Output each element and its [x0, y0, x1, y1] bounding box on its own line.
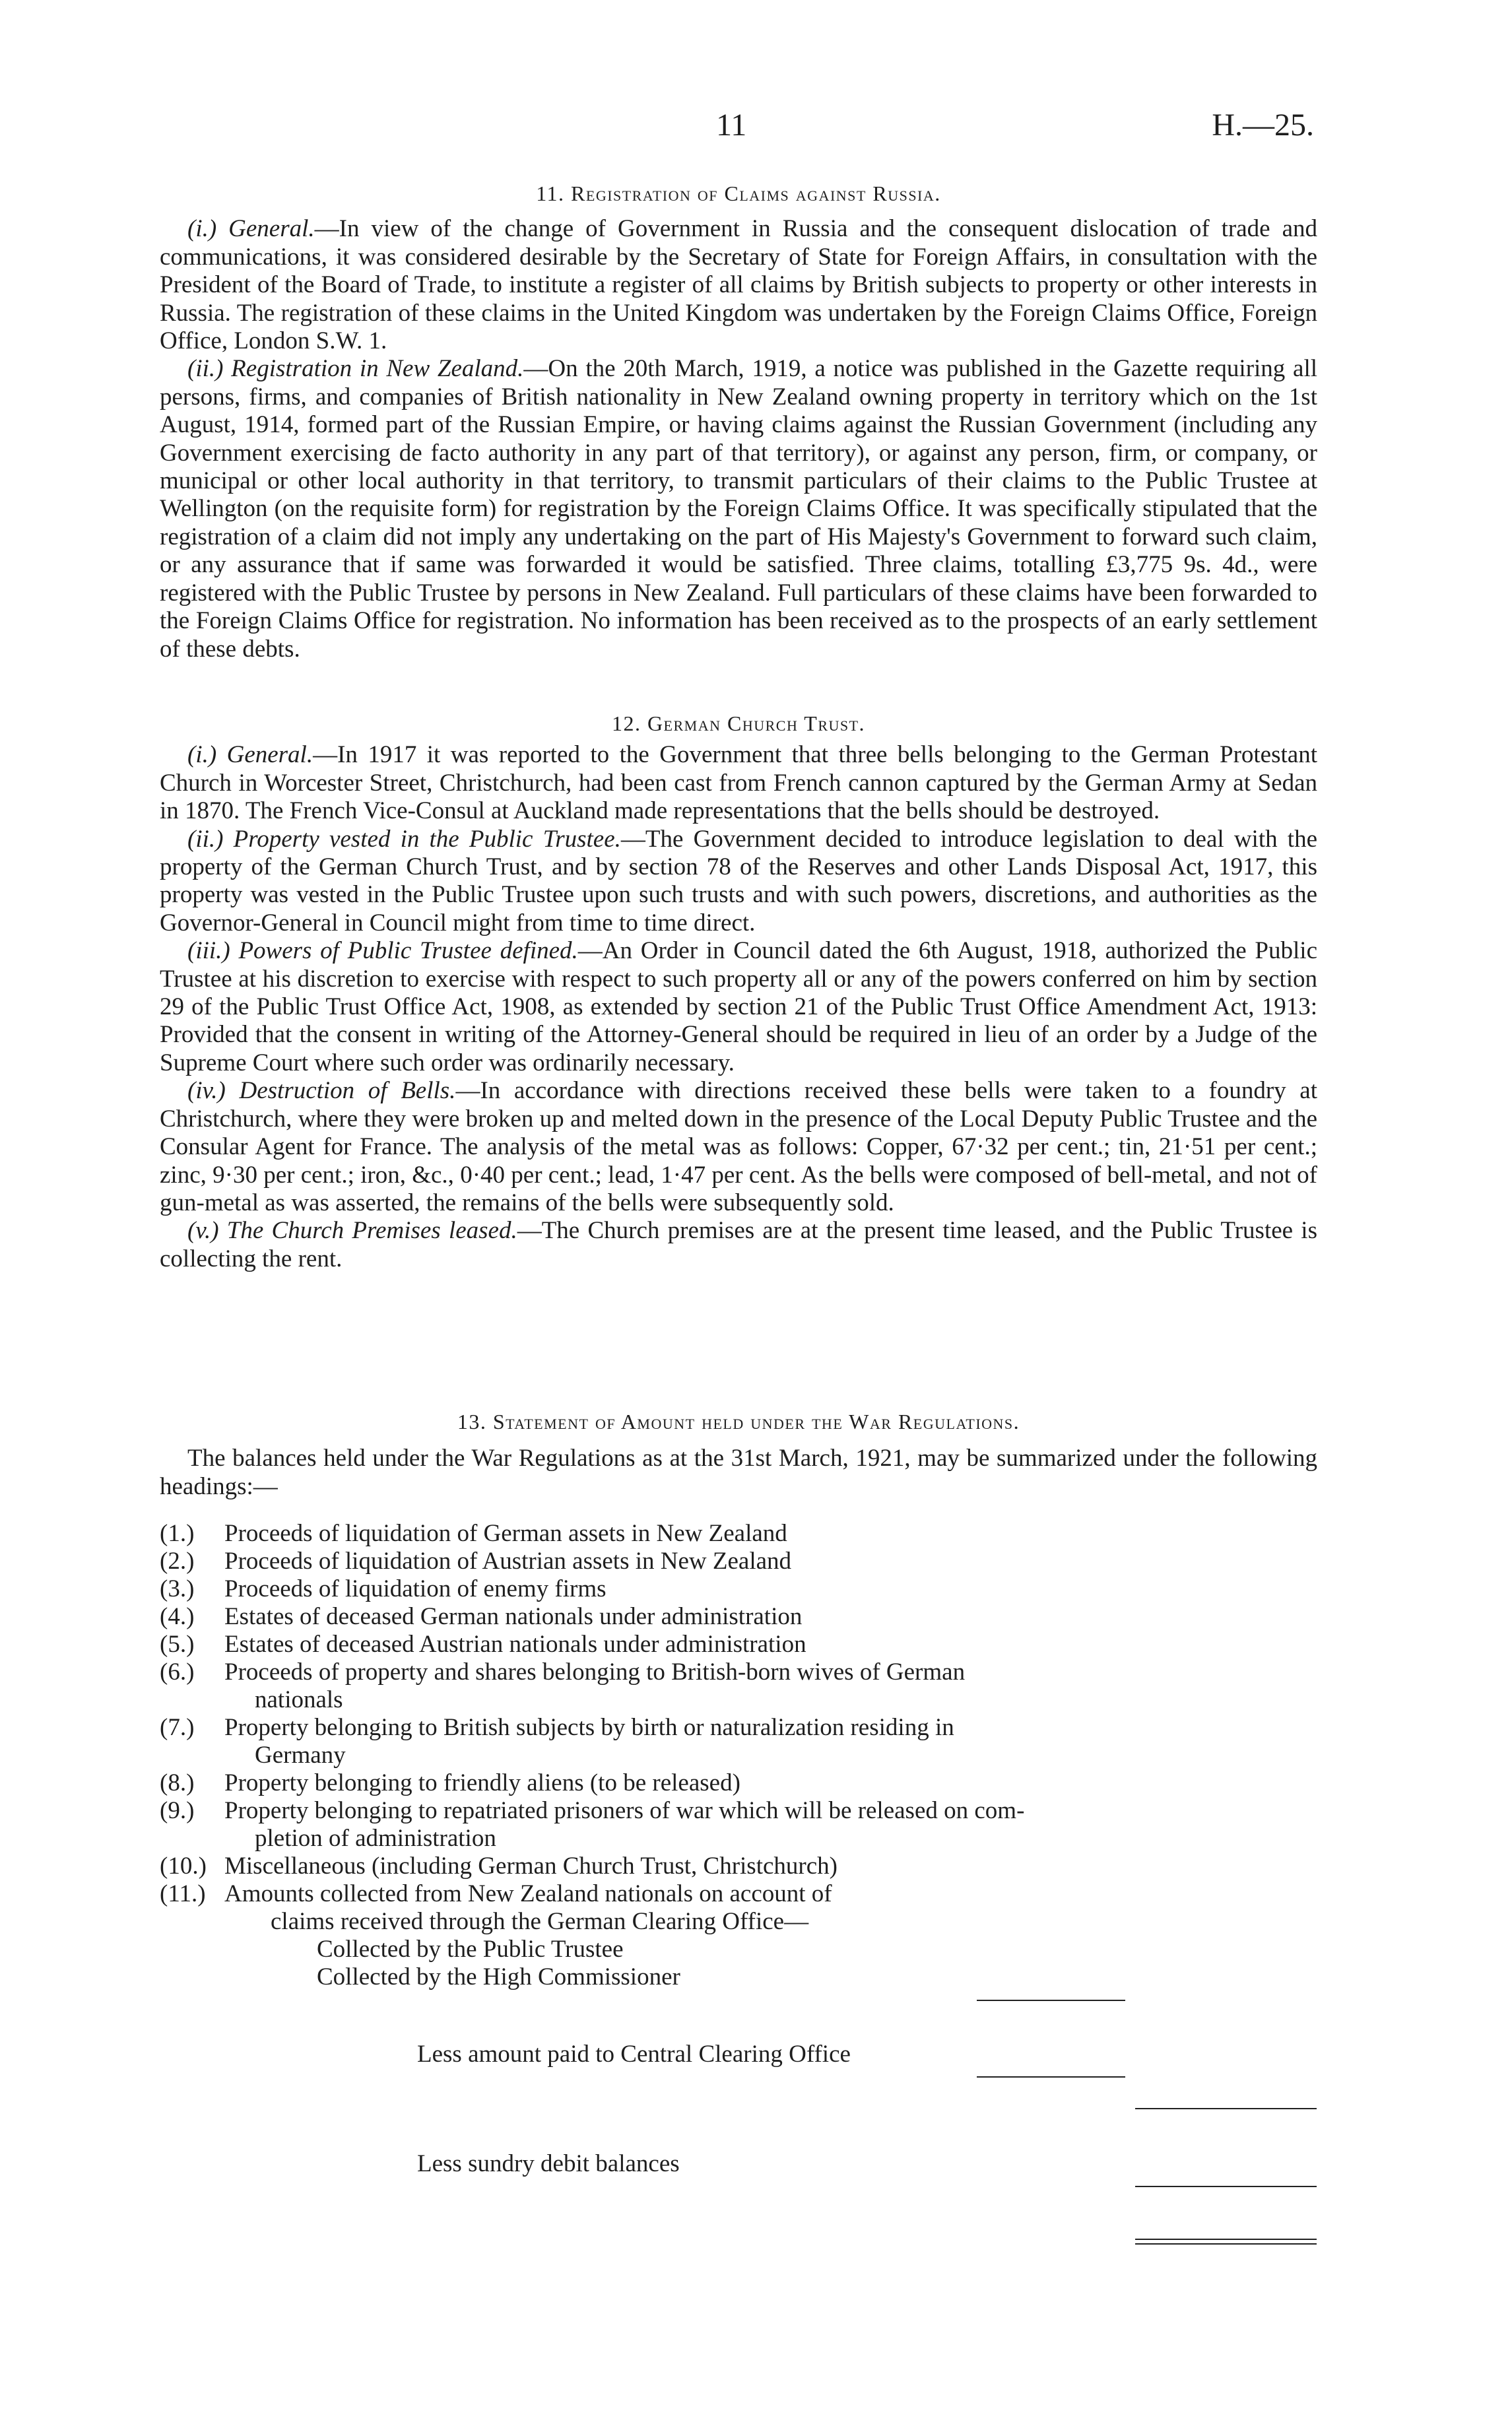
item-description-continued: claims received through the German Clearing Office— — [271, 1908, 809, 1935]
item-description: Property belonging to British subjects by birth or naturalization residing in — [224, 1714, 954, 1741]
item-number: (5.) — [160, 1631, 195, 1658]
item-description: Property belonging to friendly aliens (to be released) — [224, 1769, 740, 1796]
item-number: (1.) — [160, 1520, 195, 1547]
paragraph-text: —On the 20th March, 1919, a notice was published in the Gazette requiring all persons, firms, and companies of British nationality in New Zealand owning property in territory which on the 1st August, 1914, formed part of the Russian Empire, or having claims against the Russian Government (including any Government exercising de facto authority in any part of that territory), or against any person, firm, or company, or municipal or other local authority in that territory, to transmit particulars of their claims to the Public Trustee at Wellington (on the requisite form) for registration by the Foreign Claims Office. It was specifically stipulated that the registration of a claim did not imply any undertaking on the part of His Majesty's Government to forward such claim, or any assurance that if same was forwarded it would be satisfied. Three claims, totalling £3,775 9s. 4d., were registered with the Public Trustee by persons in New Zealand. Full particulars of these claims have been forwarded to the Foreign Claims Office for registration. No information has been received as to the prospects of an early settlement of these debts. — [160, 355, 1318, 663]
paragraph — [160, 1445, 1317, 1501]
item-number: (4.) — [160, 1603, 195, 1630]
item-number: (8.) — [160, 1769, 195, 1796]
paragraph-text: The balances held under the War Regulations as at the 31st March, 1921, may be summarized under the following headings:— — [160, 1445, 1317, 1500]
paragraph-text: —In view of the change of Government in Russia and the consequent dislocation of trade and communications, it was considered desirable by the Secretary of State for Foreign Affairs, in consultation with the President of the Board of Trade, to institute a register of all claims by British subjects to property or other interests in Russia. The registration of these claims in the United Kingdom was undertaken by the Foreign Claims Office, Foreign Office, London S.W. 1. — [160, 215, 1317, 355]
item-number: (3.) — [160, 1575, 195, 1602]
item-number: (9.) — [160, 1797, 195, 1824]
sum-rule — [977, 2000, 1125, 2001]
paragraph-text: —In 1917 it was reported to the Government that three bells belonging to the German Protestant Church in Worcester Street, Christchurch, had been cast from French cannon captured by the German Army at Sedan in 1870. The French Vice-Consul at Auckland made representations that the bells should be destroyed. — [160, 741, 1317, 825]
paragraph-text: —The Church premises are at the present time leased, and the Public Trustee is collecting the rent. — [160, 1217, 1317, 1272]
paragraph-label: (ii.) Registration in New Zealand. — [187, 355, 524, 383]
paragraph — [160, 826, 1317, 938]
item-description-continued: pletion of administration — [255, 1825, 496, 1852]
item-description: Proceeds of liquidation of German assets in New Zealand — [224, 1520, 787, 1547]
sub-description: Collected by the High Commissioner — [317, 1963, 680, 1990]
item-number: (10.) — [160, 1853, 207, 1880]
paragraph-label: (iii.) Powers of Public Trustee defined. — [187, 937, 578, 965]
item-description: Proceeds of property and shares belonging to British-born wives of German — [224, 1659, 966, 1686]
section-title: 13. Statement of Amount held under the War Regulations. — [457, 1410, 1020, 1433]
sum-rule — [1135, 2108, 1317, 2109]
paragraph — [160, 937, 1317, 1077]
document-reference: H.—25. — [1212, 108, 1314, 143]
double-rule-bottom — [1135, 2243, 1317, 2245]
paragraph — [160, 355, 1317, 663]
paragraph — [160, 1217, 1317, 1273]
item-description-continued: Germany — [255, 1742, 346, 1769]
sum-rule — [977, 2076, 1125, 2078]
item-description: Proceeds of liquidation of enemy firms — [224, 1575, 607, 1602]
sub-description: Collected by the Public Trustee — [317, 1936, 624, 1963]
sum-rule — [1135, 2186, 1317, 2187]
section-11 — [160, 180, 1317, 663]
item-description: Amounts collected from New Zealand nationals on account of — [224, 1880, 832, 1907]
item-number: (7.) — [160, 1714, 195, 1741]
paragraph — [160, 215, 1317, 355]
item-number: (2.) — [160, 1548, 195, 1575]
paragraph-text: —The Government decided to introduce legislation to deal with the property of the German Church Trust, and by section 78 of the Reserves and other Lands Disposal Act, 1917, this property was vested in the Public Trustee upon such trusts and with such powers, discretions, and authorities as the Governor-General in Council might from time to time direct. — [160, 825, 1317, 937]
item-description: Miscellaneous (including German Church Trust, Christchurch) — [224, 1853, 838, 1880]
item-number: (6.) — [160, 1659, 195, 1686]
item-description: Proceeds of liquidation of Austrian assets in New Zealand — [224, 1548, 792, 1575]
paragraph-label: (i.) General. — [187, 215, 315, 243]
section-title: 11. Registration of Claims against Russia. — [536, 181, 941, 205]
page-number: 11 — [716, 108, 747, 143]
paragraph-text: —An Order in Council dated the 6th August, 1918, authorized the Public Trustee at his discretion to exercise with respect to such property all or any of the powers conferred on him by section 29 of the Public Trust Office Act, 1908, as extended by section 21 of the Public Trust Office Amendment Act, 1913: Provided that the consent in writing of the Attorney-General should be required in lieu of an order by a Judge of the Supreme Court where such order was ordinarily necessary. — [160, 937, 1317, 1076]
paragraph-label: (v.) The Church Premises leased. — [187, 1217, 517, 1245]
paragraph-label: (ii.) Property vested in the Public Trustee. — [187, 825, 621, 853]
double-rule-top — [1135, 2239, 1317, 2240]
section-title: 12. German Church Trust. — [611, 711, 866, 735]
section-12 — [160, 709, 1317, 1273]
item-description: Estates of deceased Austrian nationals under administration — [224, 1631, 806, 1658]
item-description: Estates of deceased German nationals under administration — [224, 1603, 803, 1630]
less-label: Less amount paid to Central Clearing Office — [417, 2041, 851, 2068]
paragraph-label: (i.) General. — [187, 741, 313, 769]
paragraph — [160, 1077, 1317, 1217]
paragraph-text: —In accordance with directions received these bells were taken to a foundry at Christchurch, where they were broken up and melted down in the presence of the Local Deputy Public Trustee and the Consular Agent for France. The analysis of the metal was as follows: Copper, 67·32 per cent.; tin, 21·51 per cent.; zinc, 9·30 per cent.; iron, &c., 0·40 per cent.; lead, 1·47 per cent. As the bells were composed of bell-metal, and not of gun-metal as was asserted, the remains of the bells were subsequently sold. — [160, 1077, 1318, 1216]
debit-label: Less sundry debit balances — [417, 2150, 680, 2177]
section-13 — [160, 1408, 1317, 1501]
paragraph-label: (iv.) Destruction of Bells. — [187, 1077, 456, 1105]
paragraph — [160, 741, 1317, 825]
item-description: Property belonging to repatriated prisoners of war which will be released on com- — [224, 1797, 1025, 1824]
item-number: (11.) — [160, 1880, 206, 1907]
item-description-continued: nationals — [255, 1686, 343, 1713]
